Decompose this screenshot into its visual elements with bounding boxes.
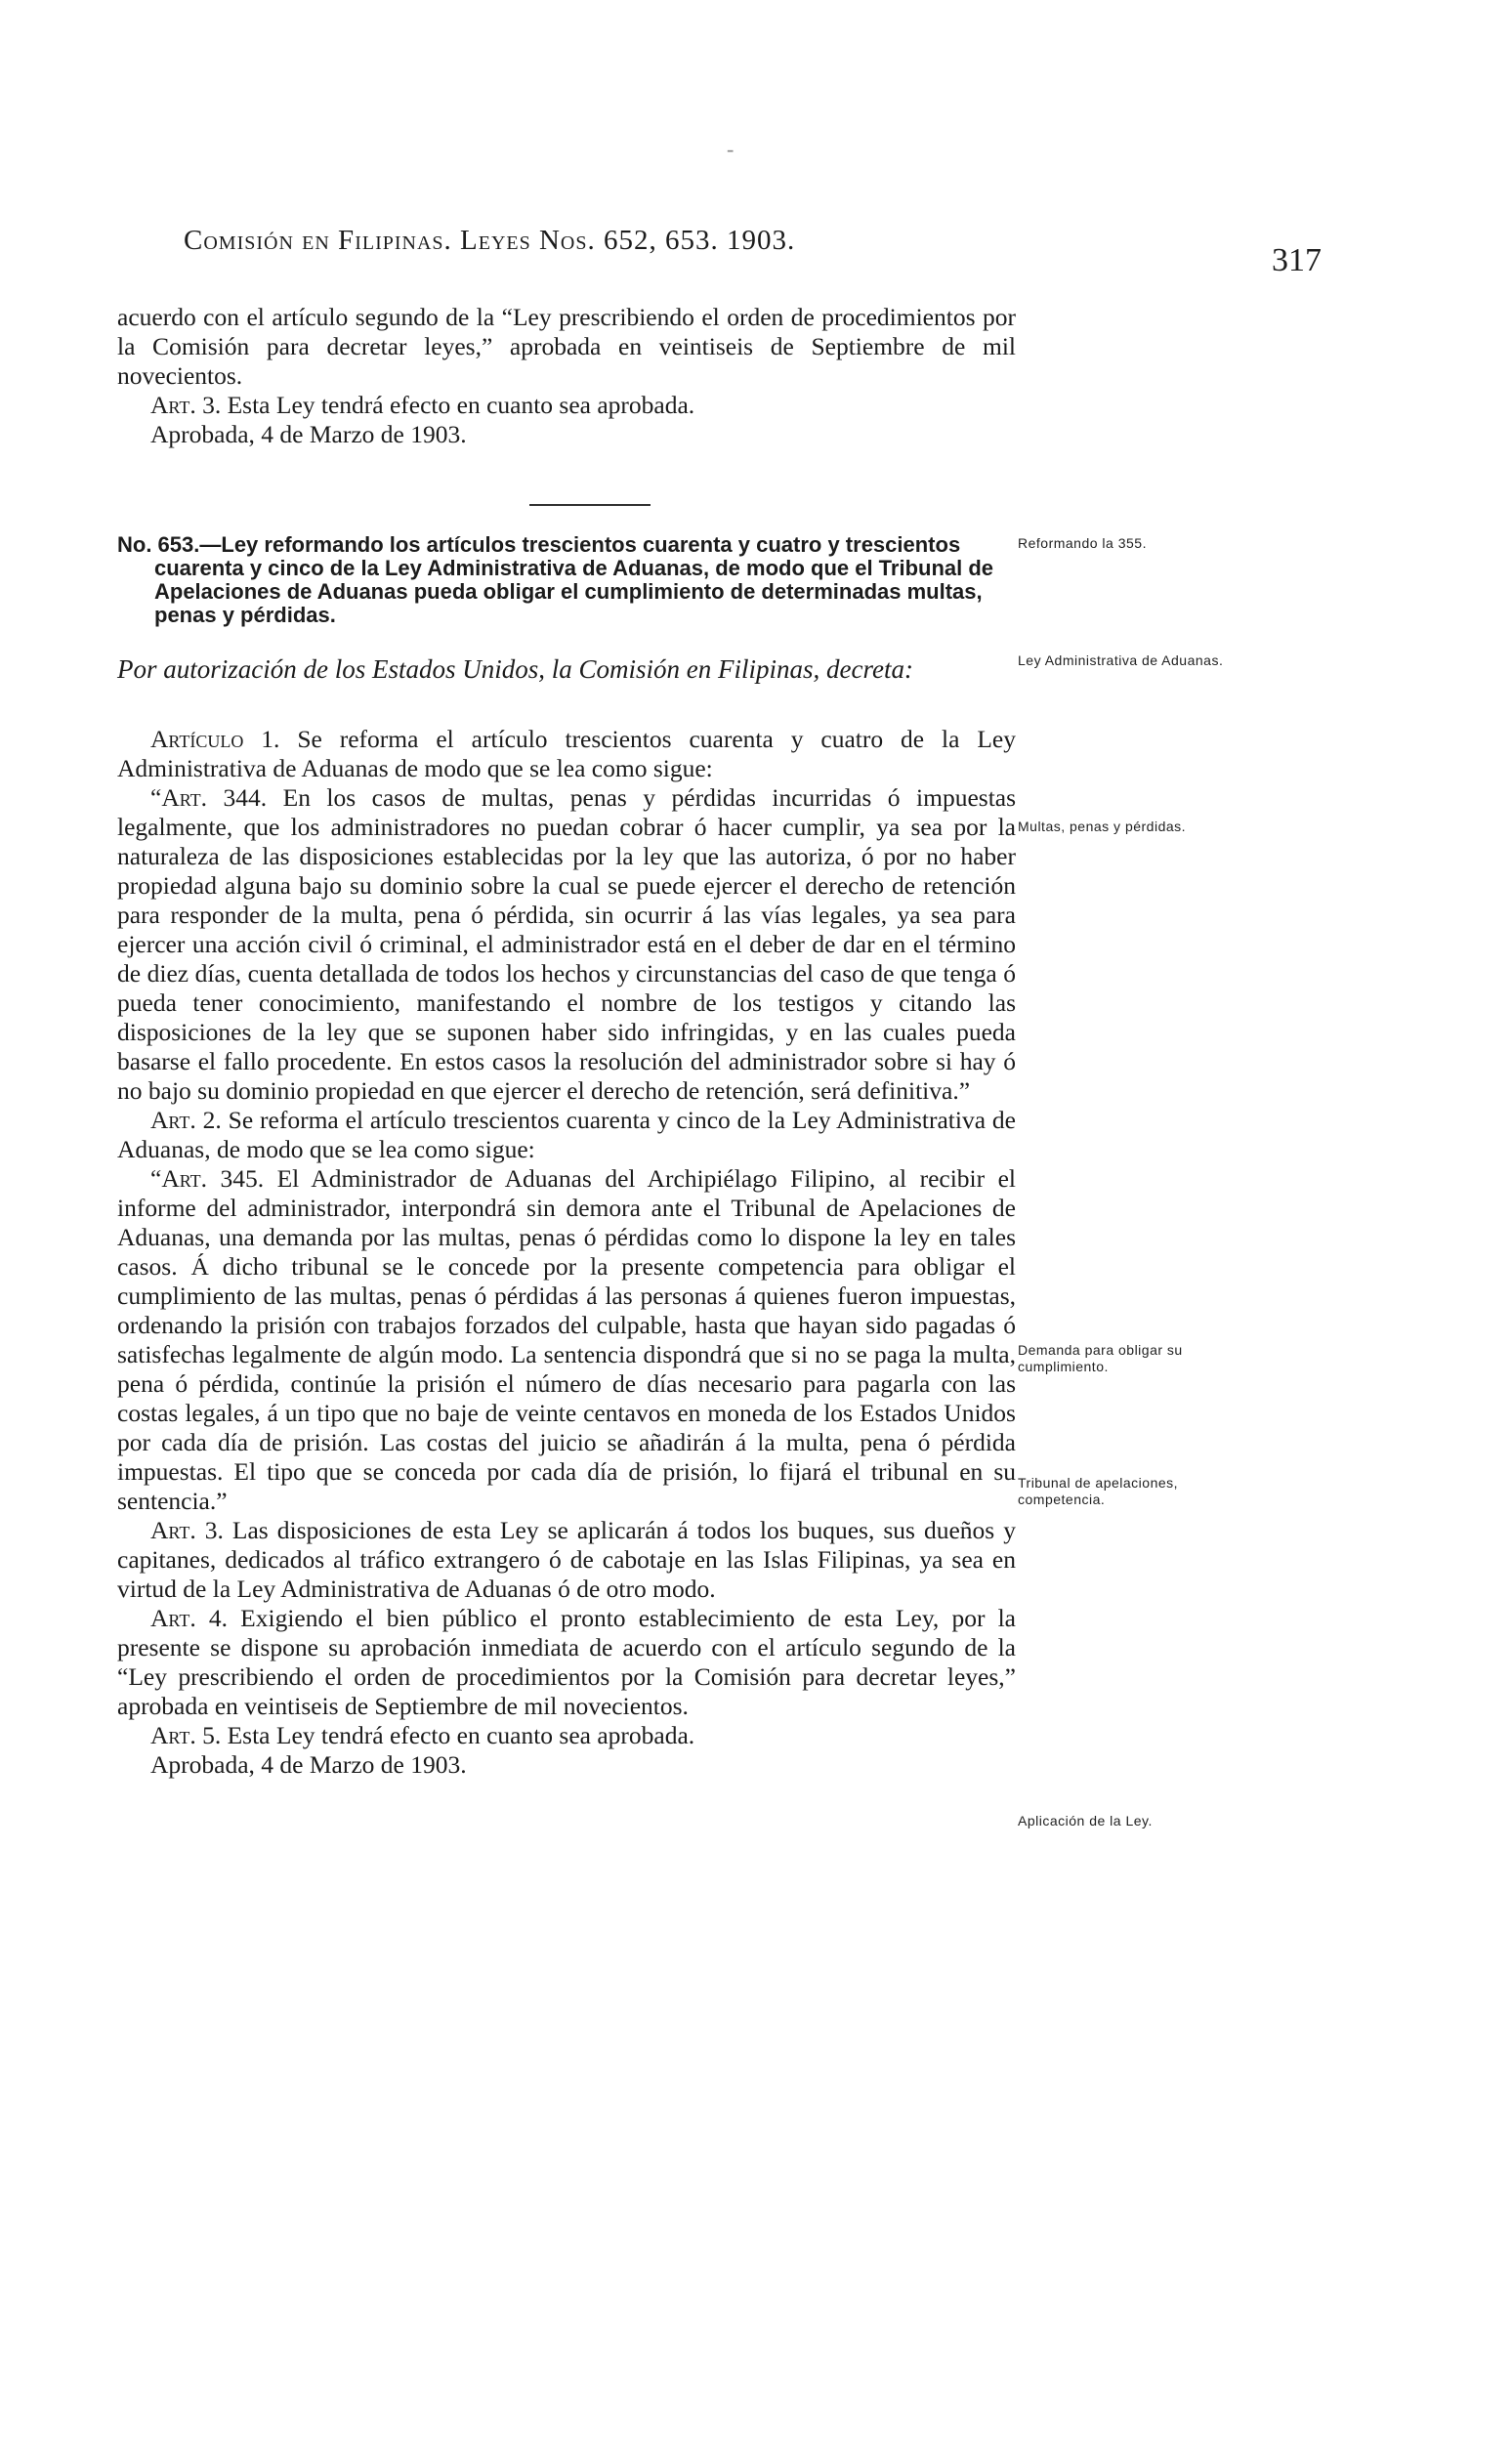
margin-note-customs-law: Ley Administrativa de Aduanas. (1018, 652, 1224, 668)
approval-date-previous: Aprobada, 4 de Marzo de 1903. (150, 420, 467, 448)
previous-act-ending (117, 303, 1016, 449)
article-label: Art. 3. (150, 391, 222, 419)
margin-note-demand: Demanda para obligar su cumplimiento. (1018, 1342, 1183, 1374)
article-label: Art. 5. (150, 1721, 222, 1749)
article-text: Las disposiciones de esta Ley se aplicarán á todos los buques, sus dueños y capitanes, dedicados al tráfico extrangero ó de cabotaje en las Islas Filipinas, ya sea en virtud de la Ley Administrativa de Aduanas ó de otro modo. (117, 1516, 1016, 1603)
scan-mark: ‑ (727, 137, 735, 161)
act-653-title-block (117, 533, 1016, 627)
margin-note-fines: Multas, penas y pérdidas. (1018, 819, 1187, 834)
margin-note-application: Aplicación de la Ley. (1018, 1813, 1153, 1828)
article-label: Artículo 1. (150, 725, 280, 753)
act-title (117, 533, 1016, 627)
article-5 (117, 1721, 1016, 1750)
margin-note-reforming: Reformando la 355. (1018, 535, 1147, 551)
running-header: Comisión en Filipinas. Leyes Nos. 652, 653. 1903. (184, 225, 796, 256)
article-text: Se reforma el artículo trescientos cuarenta y cinco de la Ley Administrativa de Aduanas, de modo que se lea como sigue: (117, 1106, 1016, 1163)
article-3 (117, 1516, 1016, 1604)
article-344 (117, 783, 1016, 1106)
article-text: Exigiendo el bien público el pronto establecimiento de esta Ley, por la presente se dispone su aprobación inmediata de acuerdo con el artículo segundo de la “Ley prescribiendo el orden de procedimientos por la Comisión para decretar leyes,” aprobada en veintiseis de Septiembre de mil novecientos. (117, 1604, 1016, 1720)
approval-date: Aprobada, 4 de Marzo de 1903. (150, 1750, 467, 1779)
page-number: 317 (1272, 242, 1322, 278)
enacting-clause: Por autorización de los Estados Unidos, la Comisión en Filipinas, decreta: (117, 654, 913, 684)
enacting-clause-block (117, 654, 1016, 684)
act-653-body (117, 725, 1016, 1780)
article-text: El Administrador de Aduanas del Archipiélago Filipino, al recibir el informe del administrador, interpondrá sin demora ante el Tribunal de Apelaciones de Aduanas, una demanda por las multas, penas ó pérdidas como lo dispone la ley en tales casos. (117, 1164, 1016, 1281)
article-3-previous (117, 391, 1016, 420)
continuation-paragraph: acuerdo con el artículo segundo de la “Ley prescribiendo el orden de procedimientos por la Comisión para decretar leyes,” aprobada en veintiseis de Septiembre de mil novecientos. (117, 303, 1016, 390)
article-text: Esta Ley tendrá efecto en cuanto sea aprobada. (227, 1721, 695, 1749)
article-text: En los casos de multas, penas y pérdidas incurridas ó impuestas legalmente, que los administradores no puedan cobrar ó hacer cumplir, ya sea por la naturaleza de las disposiciones establecidas por la ley que las autoriza, ó por no haber propiedad alguna bajo su dominio sobre la cual se puede ejercer el derecho de retención para responder de la multa, pena ó pérdida, sin ocurrir á las vías legales, ya sea para ejercer una acción civil ó criminal, el administrador está en el deber de dar en el término de diez días, cuenta detallada de todos los hechos y circunstancias del caso de que tenga ó pueda tener conocimiento, manifestando el nombre de los testigos y citando las disposiciones de la ley que se suponen haber sido infringidas, y en las cuales pueda basarse el fallo procedente. En estos casos la resolución del administrador sobre si hay ó no bajo su dominio propiedad en que ejercer el derecho de retención, será definitiva.” (117, 783, 1017, 1105)
act-title-text: —Ley reformando los artículos trescientos cuarenta y cuatro y trescientos cuarenta y cinco de la Ley Administrativa de Aduanas, de modo que el Tribunal de Apelaciones de Aduanas pueda obligar el cumplimiento de determinadas multas, penas y pérdidas. (154, 532, 994, 627)
margin-note-tribunal: Tribunal de apelaciones, competencia. (1018, 1475, 1179, 1507)
section-divider (529, 504, 651, 506)
article-4 (117, 1604, 1016, 1721)
article-text: Se reforma el artículo trescientos cuarenta y cuatro de la Ley Administrativa de Aduanas de modo que se lea como sigue: (117, 725, 1016, 782)
article-1 (117, 725, 1016, 783)
article-label: “Art. 345. (150, 1164, 265, 1193)
article-label: “Art. 344. (150, 783, 268, 812)
article-label: Art. 4. (150, 1604, 228, 1632)
article-label: Art. 3. (150, 1516, 224, 1544)
article-2 (117, 1106, 1016, 1164)
article-345 (117, 1164, 1016, 1516)
article-label: Art. 2. (150, 1106, 222, 1134)
act-number: No. 653. (117, 532, 200, 557)
article-text: Esta Ley tendrá efecto en cuanto sea aprobada. (227, 391, 695, 419)
article-text-continued: Á dicho tribunal se le concede por la presente competencia para obligar el cumplimiento de las multas, penas ó pérdidas á las personas á quienes fueron impuestas, ordenando la prisión con trabajos forzados del culpable, hasta que hayan sido pagadas ó satisfechas legalmente de algún modo. La sentencia dispondrá que si no se paga la multa, pena ó pérdida, continúe la prisión el número de días necesario para pagarla con las costas legales, á un tipo que no baje de veinte centavos en moneda de los Estados Unidos por cada día de prisión. Las costas del juicio se añadirán á la multa, pena ó pérdida impuestas. El tipo que se conceda por cada día de prisión, lo fijará el tribunal en su sentencia.” (117, 1252, 1016, 1515)
